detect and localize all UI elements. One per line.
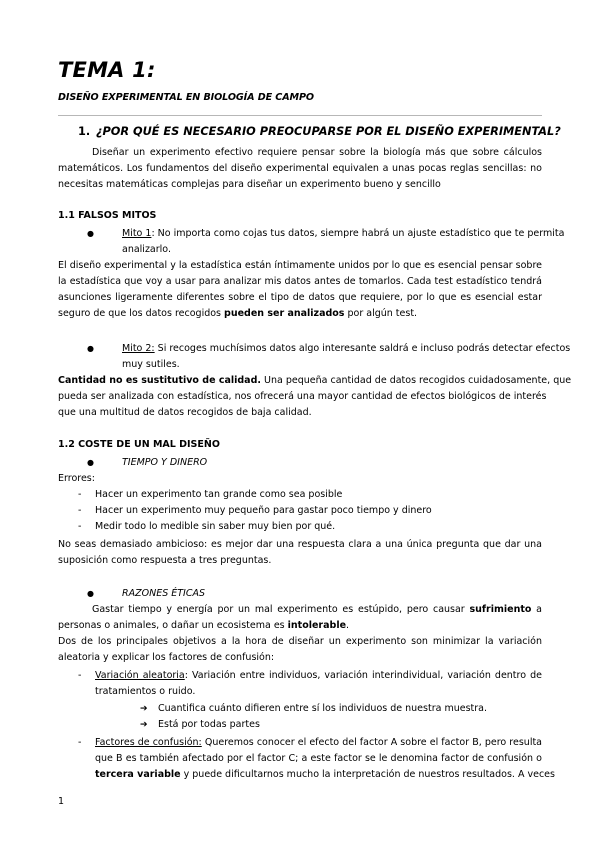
para-1-last-text: seguro de que los datos recogidos [58, 308, 225, 319]
myth-1-line-1 [122, 226, 565, 242]
ethics-tail-2: . [346, 620, 350, 631]
section-1-heading [78, 125, 561, 138]
bullet-icon: ● [87, 344, 94, 353]
ethics-emphasis-2: intolerable [287, 620, 347, 631]
intro-line-3: necesitas matemáticas complejas para diseñar un experimento bueno y sencillo [58, 179, 441, 190]
intro-line-1: Diseñar un experimento efectivo requiere pensar sobre la biología más que sobre cálculos [92, 147, 542, 158]
para-1-line-2: la estadística que voy a usar para analizar mis datos antes de tomarlos. Cada test estadístico tendrá [58, 276, 542, 287]
confounding-line-1 [95, 735, 542, 751]
confounding-line-3 [95, 767, 555, 783]
arrow-right-icon: ➔ [140, 704, 148, 714]
arrow-right-icon: ➔ [140, 720, 148, 730]
para-2-emphasis: Cantidad no es sustitutivo de calidad. [58, 375, 261, 386]
ethics-line-1 [92, 602, 542, 618]
objectives-line-1: Dos de los principales objetivos a la hora de diseñar un experimento son minimizar la variación [58, 636, 542, 647]
para-2-line-2: pueda ser analizada con estadística, nos ofrecerá una mayor cantidad de efectos biológicos de interés [58, 391, 547, 402]
myth-2-line-1 [122, 341, 571, 357]
advice-line-1: No seas demasiado ambicioso: es mejor dar una respuesta clara a una única pregunta que dar una [58, 539, 542, 550]
myth-2-label: Mito 2: [122, 343, 155, 354]
page-number: 1 [58, 796, 65, 807]
dash-icon: - [78, 670, 82, 681]
dash-icon: - [78, 505, 82, 516]
confounding-text: Queremos conocer el efecto del factor A sobre el factor B, pero resulta [201, 737, 542, 748]
para-1-line-1: El diseño experimental y la estadística están íntimamente unidos por lo que es esencial pensar sobre [58, 260, 542, 271]
section-1-number: 1. [78, 125, 91, 138]
objectives-line-2: aleatoria y explicar los factores de confusión: [58, 652, 275, 663]
arrow-item-2: Está por todas partes [158, 719, 260, 730]
myth-1-label: Mito 1 [122, 228, 152, 239]
confounding-emphasis: tercera variable [95, 769, 181, 780]
document-subtitle: DISEÑO EXPERIMENTAL EN BIOLOGÍA DE CAMPO [58, 92, 314, 103]
myth-1-line-2: analizarlo. [122, 244, 171, 255]
confounding-label: Factores de confusión: [95, 737, 202, 748]
error-item-2: Hacer un experimento muy pequeño para gastar poco tiempo y dinero [95, 505, 432, 516]
myth-1-text: : No importa como cojas tus datos, siempre habrá un ajuste estadístico que te permita [151, 228, 565, 239]
ethics-tail: a [531, 604, 542, 615]
para-1-line-4 [58, 306, 417, 322]
random-variation-line-2: tratamientos o ruido. [95, 686, 196, 697]
arrow-item-1: Cuantifica cuánto difieren entre sí los individuos de nuestra muestra. [158, 703, 487, 714]
ethics-text: Gastar tiempo y energía por un mal experimento es estúpido, pero causar [92, 604, 470, 615]
dash-icon: - [78, 521, 82, 532]
para-2-line-1 [58, 373, 572, 389]
myth-2-line-2: muy sutiles. [122, 359, 180, 370]
para-1-emphasis: pueden ser analizados [224, 308, 345, 319]
section-1-2-heading: 1.2 COSTE DE UN MAL DISEÑO [58, 439, 220, 450]
document-title: TEMA 1: [58, 58, 156, 82]
confounding-tail: y puede dificultarnos mucho la interpretación de nuestros resultados. A veces [180, 769, 555, 780]
dash-icon: - [78, 737, 82, 748]
advice-line-2: suposición como respuesta a tres preguntas. [58, 555, 272, 566]
title-divider [58, 115, 542, 116]
error-item-1: Hacer un experimento tan grande como sea posible [95, 489, 343, 500]
para-2-first-text: Una pequeña cantidad de datos recogidos cuidadosamente, que [261, 375, 572, 386]
random-variation-label: Variación aleatoria [95, 670, 185, 681]
bullet-icon: ● [87, 589, 94, 598]
dash-icon: - [78, 489, 82, 500]
para-1-last-tail: por algún test. [344, 308, 418, 319]
bullet-ethics: RAZONES ÉTICAS [122, 588, 206, 599]
section-1-heading-text: ¿POR QUÉ ES NECESARIO PREOCUPARSE POR EL DISEÑO EXPERIMENTAL? [95, 125, 561, 138]
random-variation-line-1 [95, 668, 542, 684]
errors-label: Errores: [58, 473, 95, 484]
para-2-line-3: que una multitud de datos recogidos de baja calidad. [58, 407, 312, 418]
intro-line-2: matemáticos. Los fundamentos del diseño experimental equivalen a unas pocas reglas sencillas: no [58, 163, 542, 174]
ethics-line-2 [58, 618, 349, 634]
bullet-time-money: TIEMPO Y DINERO [122, 457, 208, 468]
ethics-text-2: personas o animales, o dañar un ecosistema es [58, 620, 288, 631]
para-1-line-3: asunciones ligeramente diferentes sobre el tipo de datos que requiere, por lo que es esencial estar [58, 292, 542, 303]
section-1-1-heading: 1.1 FALSOS MITOS [58, 210, 157, 221]
bullet-icon: ● [87, 458, 94, 467]
bullet-icon: ● [87, 229, 94, 238]
random-variation-text: : Variación entre individuos, variación interindividual, variación dentro de [184, 670, 542, 681]
error-item-3: Medir todo lo medible sin saber muy bien por qué. [95, 521, 336, 532]
ethics-emphasis-1: sufrimiento [469, 604, 532, 615]
myth-2-text: Si recoges muchísimos datos algo interesante saldrá e incluso podrás detectar efectos [154, 343, 571, 354]
confounding-line-2: que B es también afectado por el factor C; a este factor se le denomina factor de confusión o [95, 753, 542, 764]
